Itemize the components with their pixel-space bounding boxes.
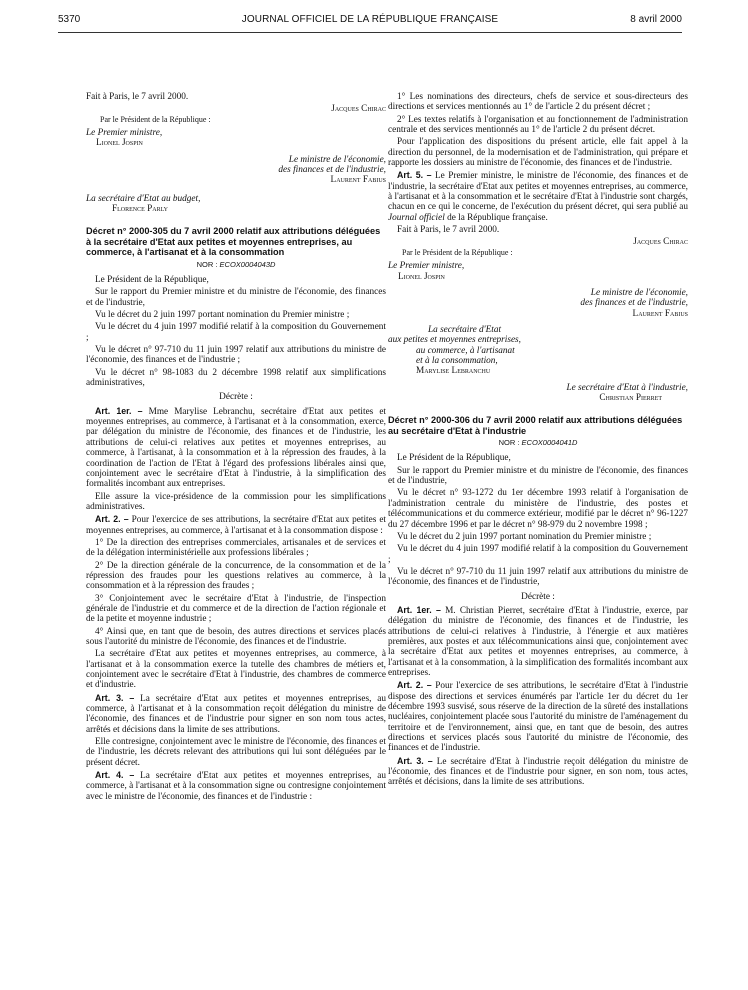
article-1-p2: Elle assure la vice-présidence de la commission pour les simplifications administratives.: [86, 491, 386, 512]
article-label: Art. 5. –: [397, 170, 432, 181]
pme-title-2: aux petites et moyennes entreprises,: [388, 335, 521, 346]
article-label: Art. 3. –: [397, 755, 433, 766]
article-text: Pour l'exercice de ses attributions, la secrétaire d'Etat aux petites et moyennes entreprises, au commerce, à l'artisanat et à la consommation dispose :: [86, 515, 386, 536]
right-column: [388, 92, 688, 790]
visa: Vu le décret du 2 juin 1997 portant nomination du Premier ministre ;: [397, 531, 652, 542]
article-text: Pour l'exercice de ses attributions, le secrétaire d'Etat à l'industrie dispose des directions et services énumérés par l'article 1er du décret du 1er décembre 1993 susvisé, sous réserve de la direction de la sûreté des installations nucléaires, conjointement placée sous l'autorité du ministre de l'aménagement du territoire et de l'environnement, ainsi que, en tant que de besoin, des autres directions et services placés sous l'autorité du ministre de l'économie, des finances et de l'industrie.: [388, 681, 688, 754]
pm-title: Le Premier ministre,: [388, 261, 465, 272]
list-item: 2° De la direction générale de la concurrence, de la consommation et de la répression des fraudes pour les questions relatives au commerce, à la consommation et à la répression des fraudes ;: [86, 560, 386, 592]
nor-label: NOR :: [498, 438, 520, 448]
pm-name: Lionel Jospin: [398, 271, 445, 282]
list-item: 4° Ainsi que, en tant que de besoin, des autres directions et services placés sous l'autorité du ministre de l'économie, des finances et de l'industrie.: [86, 626, 386, 647]
decrete: Décrète :: [521, 591, 555, 602]
pme-title-1: La secrétaire d'Etat: [428, 324, 502, 335]
article-label: Art. 2. –: [397, 680, 432, 691]
journal-officiel: Journal officiel: [388, 212, 445, 223]
article-text: Le secrétaire d'Etat à l'industrie reçoit délégation du ministre de l'économie, des finances et de l'industrie pour signer, en son nom, tous actes, arrêtés et décisions, dans la limite de ses attributions.: [388, 756, 688, 788]
nor-306: [388, 438, 688, 448]
min-eco-title-2: des finances et de l'industrie,: [580, 298, 688, 309]
article-5: [388, 170, 688, 223]
ind-name: Christian Pierret: [599, 392, 662, 403]
visa: Sur le rapport du Premier ministre et du ministre de l'économie, des finances et de l'industrie,: [86, 287, 386, 308]
budget-title: La secrétaire d'Etat au budget,: [86, 193, 201, 204]
pm-title: Le Premier ministre,: [86, 128, 163, 139]
min-eco-title-1: Le ministre de l'économie,: [288, 154, 386, 165]
list-item: La secrétaire d'Etat aux petites et moyennes entreprises, au commerce, à l'artisanat et à la consommation exerce la tutelle des chambres de métiers et, conjointement avec le secrétaire d'Etat à l'industrie, des chambres de commerce et d'industrie.: [86, 649, 386, 691]
issue-date: 8 avril 2000: [630, 14, 682, 25]
article-text: La secrétaire d'Etat aux petites et moyennes entreprises, au commerce, à l'artisanat et à la consommation signe ou contresigne conjointement avec le ministre de l'économie, des finances et de l'industrie :: [86, 771, 386, 802]
list-item: 1° De la direction des entreprises commerciales, artisanales et de services et de la délégation interministérielle aux professions libérales ;: [86, 537, 386, 559]
visa: Vu le décret n° 97-710 du 11 juin 1997 relatif aux attributions du ministre de l'économie, des finances et de l'industrie ;: [86, 345, 386, 366]
visa: Vu le décret n° 93-1272 du 1er décembre 1993 relatif à l'organisation de l'administration centrale du ministère de l'industrie, des postes et télécommunications et du commerce extérieur, modifié par le décret n° 96-1227 du 27 décembre 1996 et par le décret n° 98-979 du 2 novembre 1998 ;: [388, 488, 688, 530]
visa: Vu le décret du 4 juin 1997 modifié relatif à la composition du Gouvernement ;: [388, 544, 688, 565]
list-item: 1° Les nominations des directeurs, chefs de service et sous-directeurs des directions et services mentionnés au 1° de l'article 2 du présent décret ;: [388, 92, 688, 113]
nor-305: [86, 260, 386, 270]
visa: Vu le décret du 2 juin 1997 portant nomination du Premier ministre ;: [95, 310, 350, 321]
journal-title: JOURNAL OFFICIEL DE LA RÉPUBLIQUE FRANÇAISE: [241, 14, 499, 25]
signature-president: Jacques Chirac: [633, 237, 688, 248]
visa: Le Président de la République,: [95, 275, 209, 285]
list-item: 3° Conjointement avec le secrétaire d'Etat à l'industrie, de l'inspection générale de l'industrie et du commerce et de la direction de l'action régionale et de la petite et moyenne industrie ;: [86, 593, 386, 625]
article-text: Mme Marylise Lebranchu, secrétaire d'Etat aux petites et moyennes entreprises, au commerce, à l'artisanat et à la consommation, exerce, par délégation du ministre de l'économie, des finances et de l'industrie, les attributions de celui-ci relatives aux petites et moyennes entreprises, au commerce, à l'artisanat, à la consommation et à la répression des fraudes, à la coordination de l'action de l'Etat à l'égard des professions libérales ainsi que, conjointement avec le secrétaire d'Etat à l'industrie, à la simplification des formalités incombant aux entreprises.: [86, 406, 387, 490]
decret-306-title: Décret n° 2000-306 du 7 avril 2000 relatif aux attributions déléguées au secrétaire d'Etat à l'industrie: [388, 415, 683, 436]
pm-name: Lionel Jospin: [96, 138, 143, 149]
article-text: de la République française.: [447, 212, 548, 223]
visa: Sur le rapport du Premier ministre et du ministre de l'économie, des finances et de l'industrie,: [388, 465, 688, 487]
article-1: [388, 605, 688, 678]
article-label: Art. 3. –: [95, 692, 135, 703]
article-text: M. Christian Pierret, secrétaire d'Etat à l'industrie, exerce, par délégation du ministre de l'économie, des finances et de l'industrie, les attributions de celui-ci relatives à l'industrie, à l'énergie et aux matières premières, aux postes et aux télécommunications ainsi que, conjointement avec la secrétaire d'Etat aux petites et moyennes entreprises, au commerce, à l'artisanat et à la consommation, à la simplification des formalités incombant aux entreprises.: [388, 605, 688, 678]
left-column: [86, 92, 386, 804]
page-number: 5370: [58, 14, 81, 25]
pme-title-3: au commerce, à l'artisanat: [416, 345, 515, 356]
article-1: [86, 406, 386, 490]
min-eco-title-1: Le ministre de l'économie,: [590, 287, 688, 298]
nor-code: ECOX0004041D: [521, 438, 578, 448]
visa: Vu le décret n° 97-710 du 11 juin 1997 relatif aux attributions du ministre de l'économie, des finances et de l'industrie,: [388, 566, 688, 588]
min-eco-name: Laurent Fabius: [632, 308, 688, 319]
signature-president: Jacques Chirac: [331, 104, 386, 115]
article-text: Le Premier ministre, le ministre de l'économie, des finances et de l'industrie, la secrétaire d'Etat aux petites et moyennes entreprises, au commerce, à l'artisanat et à la consommation et le secrétaire d'Etat à l'industrie sont chargés, chacun en ce qui le concerne, de l'exécution du présent décret, qui sera publié au: [388, 171, 688, 213]
fait-a-paris: Fait à Paris, le 7 avril 2000.: [86, 92, 189, 102]
article-label: Art. 1er. –: [397, 604, 441, 615]
article-2: [388, 680, 688, 753]
article-text: La secrétaire d'Etat aux petites et moyennes entreprises, au commerce, à l'artisanat et à la consommation reçoit délégation du ministre de l'économie, des finances et de l'industrie pour signer en son nom tous actes, arrêtés et décisions dans la limite de ses attributions.: [86, 693, 386, 735]
article-3: [388, 756, 688, 788]
decrete: Décrète :: [219, 392, 253, 403]
min-eco-title-2: des finances et de l'industrie,: [278, 165, 386, 176]
nor-label: NOR :: [196, 259, 218, 269]
par-le-president: Par le Président de la République :: [402, 247, 513, 257]
article-3: [86, 693, 386, 735]
pme-name: Marylise Lebranchu: [416, 366, 491, 377]
ind-title: Le secrétaire d'Etat à l'industrie,: [566, 382, 688, 393]
article-2: [86, 514, 386, 536]
page-header: [58, 12, 682, 33]
pme-title-4: et à la consommation,: [416, 355, 498, 366]
article-3-p2: Elle contresigne, conjointement avec le ministre de l'économie, des finances et de l'industrie, les décrets relevant des attributions qui lui sont déléguées par le présent décret.: [86, 737, 386, 768]
list-item: Pour l'application des dispositions du présent article, elle fait appel à la direction du personnel, de la modernisation et de l'administration, qui prépare et rapporte les dossiers au ministre de l'économie, des finances et de l'industrie.: [388, 137, 688, 169]
visa: Le Président de la République,: [397, 453, 511, 464]
budget-name: Florence Parly: [112, 204, 168, 215]
article-label: Art. 1er. –: [95, 405, 143, 416]
min-eco-name: Laurent Fabius: [330, 175, 386, 186]
article-4: [86, 770, 386, 802]
decret-305-title: Décret n° 2000-305 du 7 avril 2000 relatif aux attributions déléguées à la secrétaire d'Etat aux petites et moyennes entreprises, au commerce, à l'artisanat et à la consommation: [86, 226, 381, 258]
visa: Vu le décret n° 98-1083 du 2 décembre 1998 relatif aux simplifications administratives,: [86, 367, 386, 389]
nor-code: ECOX0004043D: [219, 259, 276, 269]
visa: Vu le décret du 4 juin 1997 modifié relatif à la composition du Gouvernement ;: [86, 322, 386, 343]
fait-a-paris: Fait à Paris, le 7 avril 2000.: [397, 225, 500, 236]
par-le-president: Par le Président de la République :: [100, 114, 211, 124]
article-label: Art. 4. –: [95, 770, 135, 781]
article-label: Art. 2. –: [95, 514, 129, 525]
list-item: 2° Les textes relatifs à l'organisation et au fonctionnement de l'administration centrale et des services mentionnés au 1° de l'article 2 du présent décret.: [388, 114, 688, 136]
